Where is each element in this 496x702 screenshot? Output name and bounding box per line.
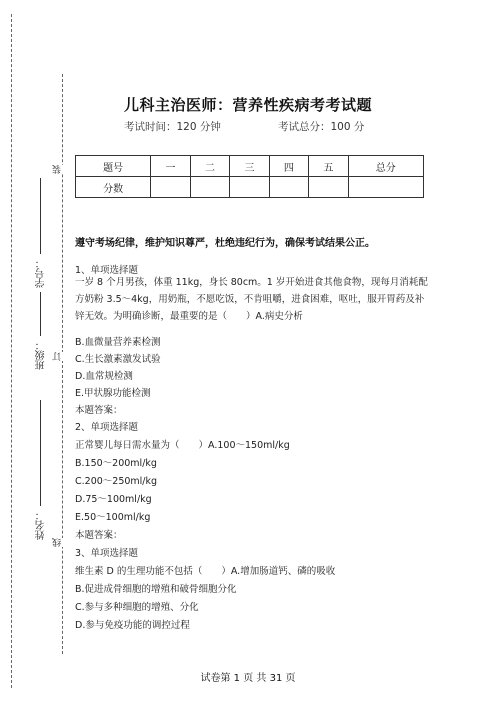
score-cell[interactable] (309, 177, 348, 198)
header-cell: 五 (309, 156, 348, 177)
exam-title: 儿科主治医师：营养性疾病考考试题 (123, 96, 372, 114)
exam-notice: 遵守考场纪律，维护知识尊严，杜绝违纪行为，确保考试结果公正。 (75, 238, 375, 249)
class-blank (40, 292, 41, 336)
header-cell: 总分 (348, 156, 423, 177)
student-id-label: 学号： (36, 258, 47, 288)
header-cell: 四 (269, 156, 308, 177)
score-table-score-row (76, 177, 424, 198)
score-cell[interactable] (151, 177, 190, 198)
option: B.150～200ml/kg (75, 458, 157, 469)
score-row-label: 分数 (76, 177, 151, 198)
header-cell: 二 (190, 156, 229, 177)
header-cell: 一 (151, 156, 190, 177)
option: D.75～100ml/kg (75, 494, 152, 505)
question-header: 1、单项选择题 (75, 265, 139, 276)
name-blank (40, 400, 41, 506)
seal-char-bottom: 线 (53, 538, 63, 547)
question-header: 2、单项选择题 (75, 422, 139, 433)
class-label: 班级： (36, 340, 47, 370)
exam-time: 考试时间：120 分钟 (124, 121, 221, 133)
option: B.促进成骨细胞的增殖和破骨细胞分化 (75, 584, 237, 595)
option: D.参与免疫功能的调控过程 (75, 620, 190, 631)
inner-dashed-line (62, 74, 63, 654)
option: C.参与多种细胞的增殖、分化 (75, 602, 199, 613)
header-cell: 题号 (76, 156, 151, 177)
option: B.血微量营养素检测 (75, 337, 161, 348)
question-stem: 维生素 D 的生理功能不包括（ ）A.增加肠道钙、磷的吸收 (75, 566, 336, 577)
score-table-header-row (76, 156, 424, 177)
student-id-blank (40, 178, 41, 254)
answer-label: 本题答案： (75, 530, 123, 541)
score-cell[interactable] (269, 177, 308, 198)
option: E.50～100ml/kg (75, 512, 151, 523)
question-stem: 正常婴儿每日需水量为（ ）A.100～150ml/kg (75, 440, 290, 451)
exam-total-score: 考试总分：100 分 (278, 121, 365, 133)
score-table (75, 155, 424, 198)
seal-char-top: 装 (53, 165, 63, 174)
name-label: 姓名： (36, 510, 47, 540)
option: C.生长激素激发试验 (75, 354, 161, 365)
score-cell[interactable] (230, 177, 269, 198)
score-cell[interactable] (190, 177, 229, 198)
page-footer: 试卷第 1 页 共 31 页 (200, 673, 296, 684)
seal-char-middle: 订 (53, 352, 63, 361)
option: E.甲状腺功能检测 (75, 388, 151, 399)
question-header: 3、单项选择题 (75, 548, 139, 559)
option: D.血常规检测 (75, 371, 133, 382)
score-cell[interactable] (348, 177, 423, 198)
outer-dashed-line (11, 14, 12, 688)
question-stem: 一岁 8 个月男孩，体重 11kg，身长 80cm。1 岁开始进食其他食物，现每月消耗配方奶粉 3.5～4kg，用奶瓶，不愿吃饭，不肯咀嚼，进食困难，呕吐，服开胃药及补锌无效。为明确诊断，最重要的是（ ）A.病史分析 (75, 277, 428, 322)
answer-label: 本题答案： (75, 405, 123, 416)
header-cell: 三 (230, 156, 269, 177)
option: C.200～250ml/kg (75, 476, 158, 487)
